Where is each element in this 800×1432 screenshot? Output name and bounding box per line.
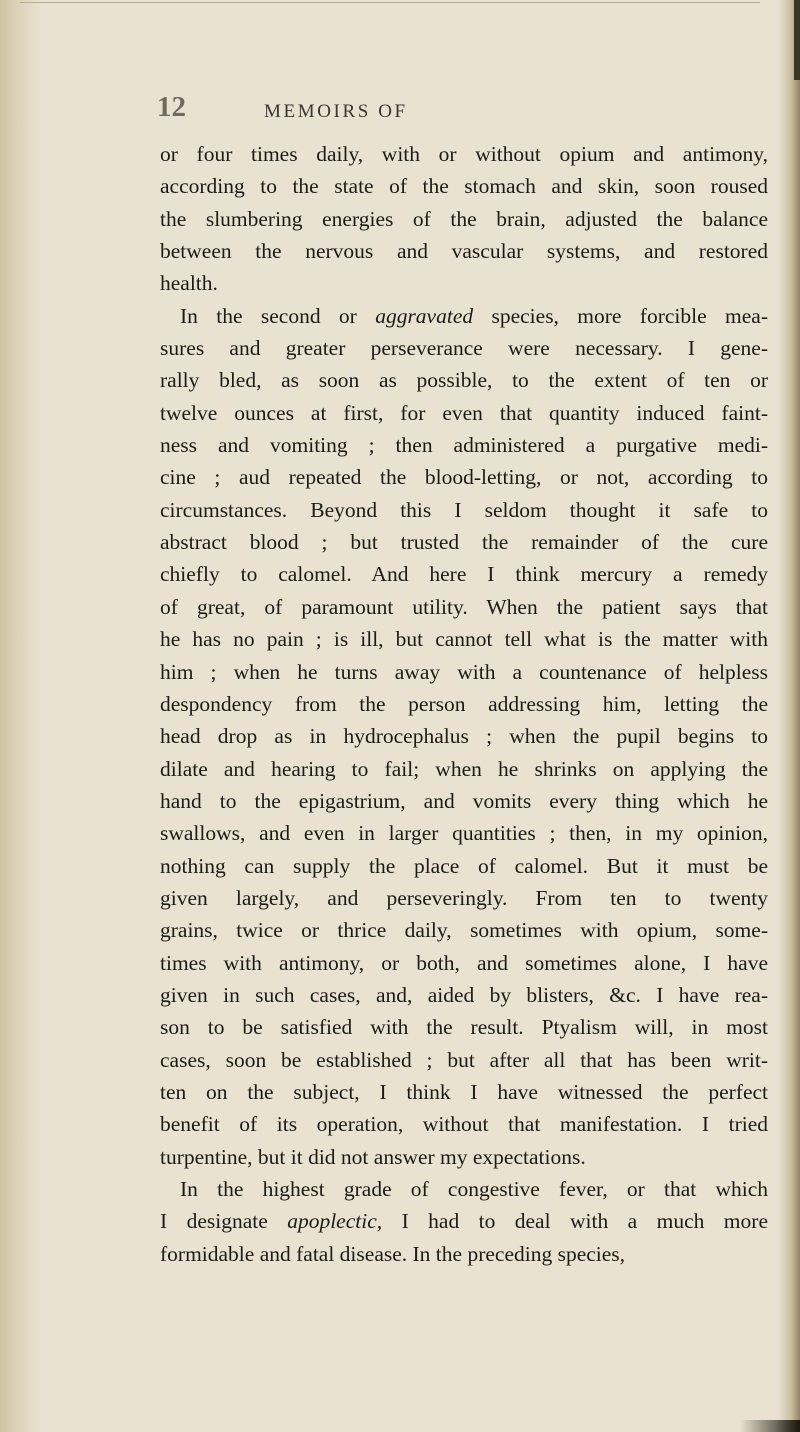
page-shadow-left <box>0 0 40 1432</box>
text-line: chiefly to calomel. And here I think mercury a remedy <box>160 562 768 587</box>
text-line: between the nervous and vascular systems, and restored <box>160 239 768 264</box>
text-line: hand to the epigastrium, and vomits every thing which he <box>160 788 768 813</box>
running-head: MEMOIRS OF <box>264 101 408 122</box>
text-line: the slumbering energies of the brain, adjusted the balance <box>160 206 768 231</box>
text-line: rally bled, as soon as possible, to the extent of ten or <box>160 368 768 393</box>
text-line-segment: species, more forcible mea- <box>473 303 768 328</box>
top-rule <box>20 2 760 3</box>
text-line: despondency from the person addressing him, letting the <box>160 691 768 716</box>
text-line: head drop as in hydrocephalus ; when the pupil begins to <box>160 724 768 749</box>
text-line: or four times daily, with or without opium and antimony, <box>160 142 768 166</box>
text-line: twelve ounces at first, for even that quantity induced faint- <box>160 400 768 425</box>
italic-term: apoplectic, <box>287 1209 383 1234</box>
text-line: of great, of paramount utility. When the patient says that <box>160 594 768 619</box>
text-line-segment: I designate <box>160 1209 288 1234</box>
text-line: swallows, and even in larger quantities ; then, in my opinion, <box>160 821 768 846</box>
text-line-segment: In the second or <box>180 303 376 328</box>
body-text <box>160 138 768 1270</box>
text-line: given in such cases, and, aided by blisters, &c. I have rea- <box>160 982 768 1007</box>
text-line: nothing can supply the place of calomel. But it must be <box>160 853 768 878</box>
text-line: he has no pain ; is ill, but cannot tell what is the matter with <box>160 627 768 652</box>
text-line: turpentine, but it did not answer my expectations. <box>160 1144 586 1169</box>
text-line: son to be satisfied with the result. Ptyalism will, in most <box>160 1015 768 1040</box>
text-line: cine ; aud repeated the blood-letting, or not, according to <box>160 465 768 490</box>
text-line: health. <box>160 271 218 296</box>
text-line: according to the state of the stomach and skin, soon roused <box>160 174 768 199</box>
page-number: 12 <box>157 91 186 123</box>
text-line: cases, soon be established ; but after all that has been writ- <box>160 1047 768 1072</box>
text-line: abstract blood ; but trusted the remainder of the cure <box>160 530 768 555</box>
text-line: In the highest grade of congestive fever, or that which <box>180 1177 768 1201</box>
text-line: dilate and hearing to fail; when he shrinks on applying the <box>160 756 768 781</box>
text-line: benefit of its operation, without that manifestation. I tried <box>160 1112 768 1137</box>
text-line: grains, twice or thrice daily, sometimes with opium, some- <box>160 918 768 943</box>
text-line: him ; when he turns away with a countenance of helpless <box>160 659 768 684</box>
text-line <box>160 1205 768 1237</box>
text-line-segment: I had to deal with a much more <box>382 1209 768 1234</box>
bottom-shadow <box>740 1420 800 1432</box>
text-line: ness and vomiting ; then administered a purgative medi- <box>160 433 768 458</box>
italic-term: aggravated <box>375 303 474 328</box>
text-line: formidable and fatal disease. In the preceding species, <box>160 1241 626 1266</box>
page-edge-right <box>778 0 800 1432</box>
text-line <box>160 300 768 332</box>
text-line: sures and greater perseverance were necessary. I gene- <box>160 336 768 361</box>
text-line: times with antimony, or both, and sometimes alone, I have <box>160 950 768 975</box>
text-line: given largely, and perseveringly. From ten to twenty <box>160 885 768 910</box>
text-line: circumstances. Beyond this I seldom thought it safe to <box>160 497 768 522</box>
text-line: ten on the subject, I think I have witnessed the perfect <box>160 1079 768 1104</box>
page-edge-dark <box>794 0 800 80</box>
